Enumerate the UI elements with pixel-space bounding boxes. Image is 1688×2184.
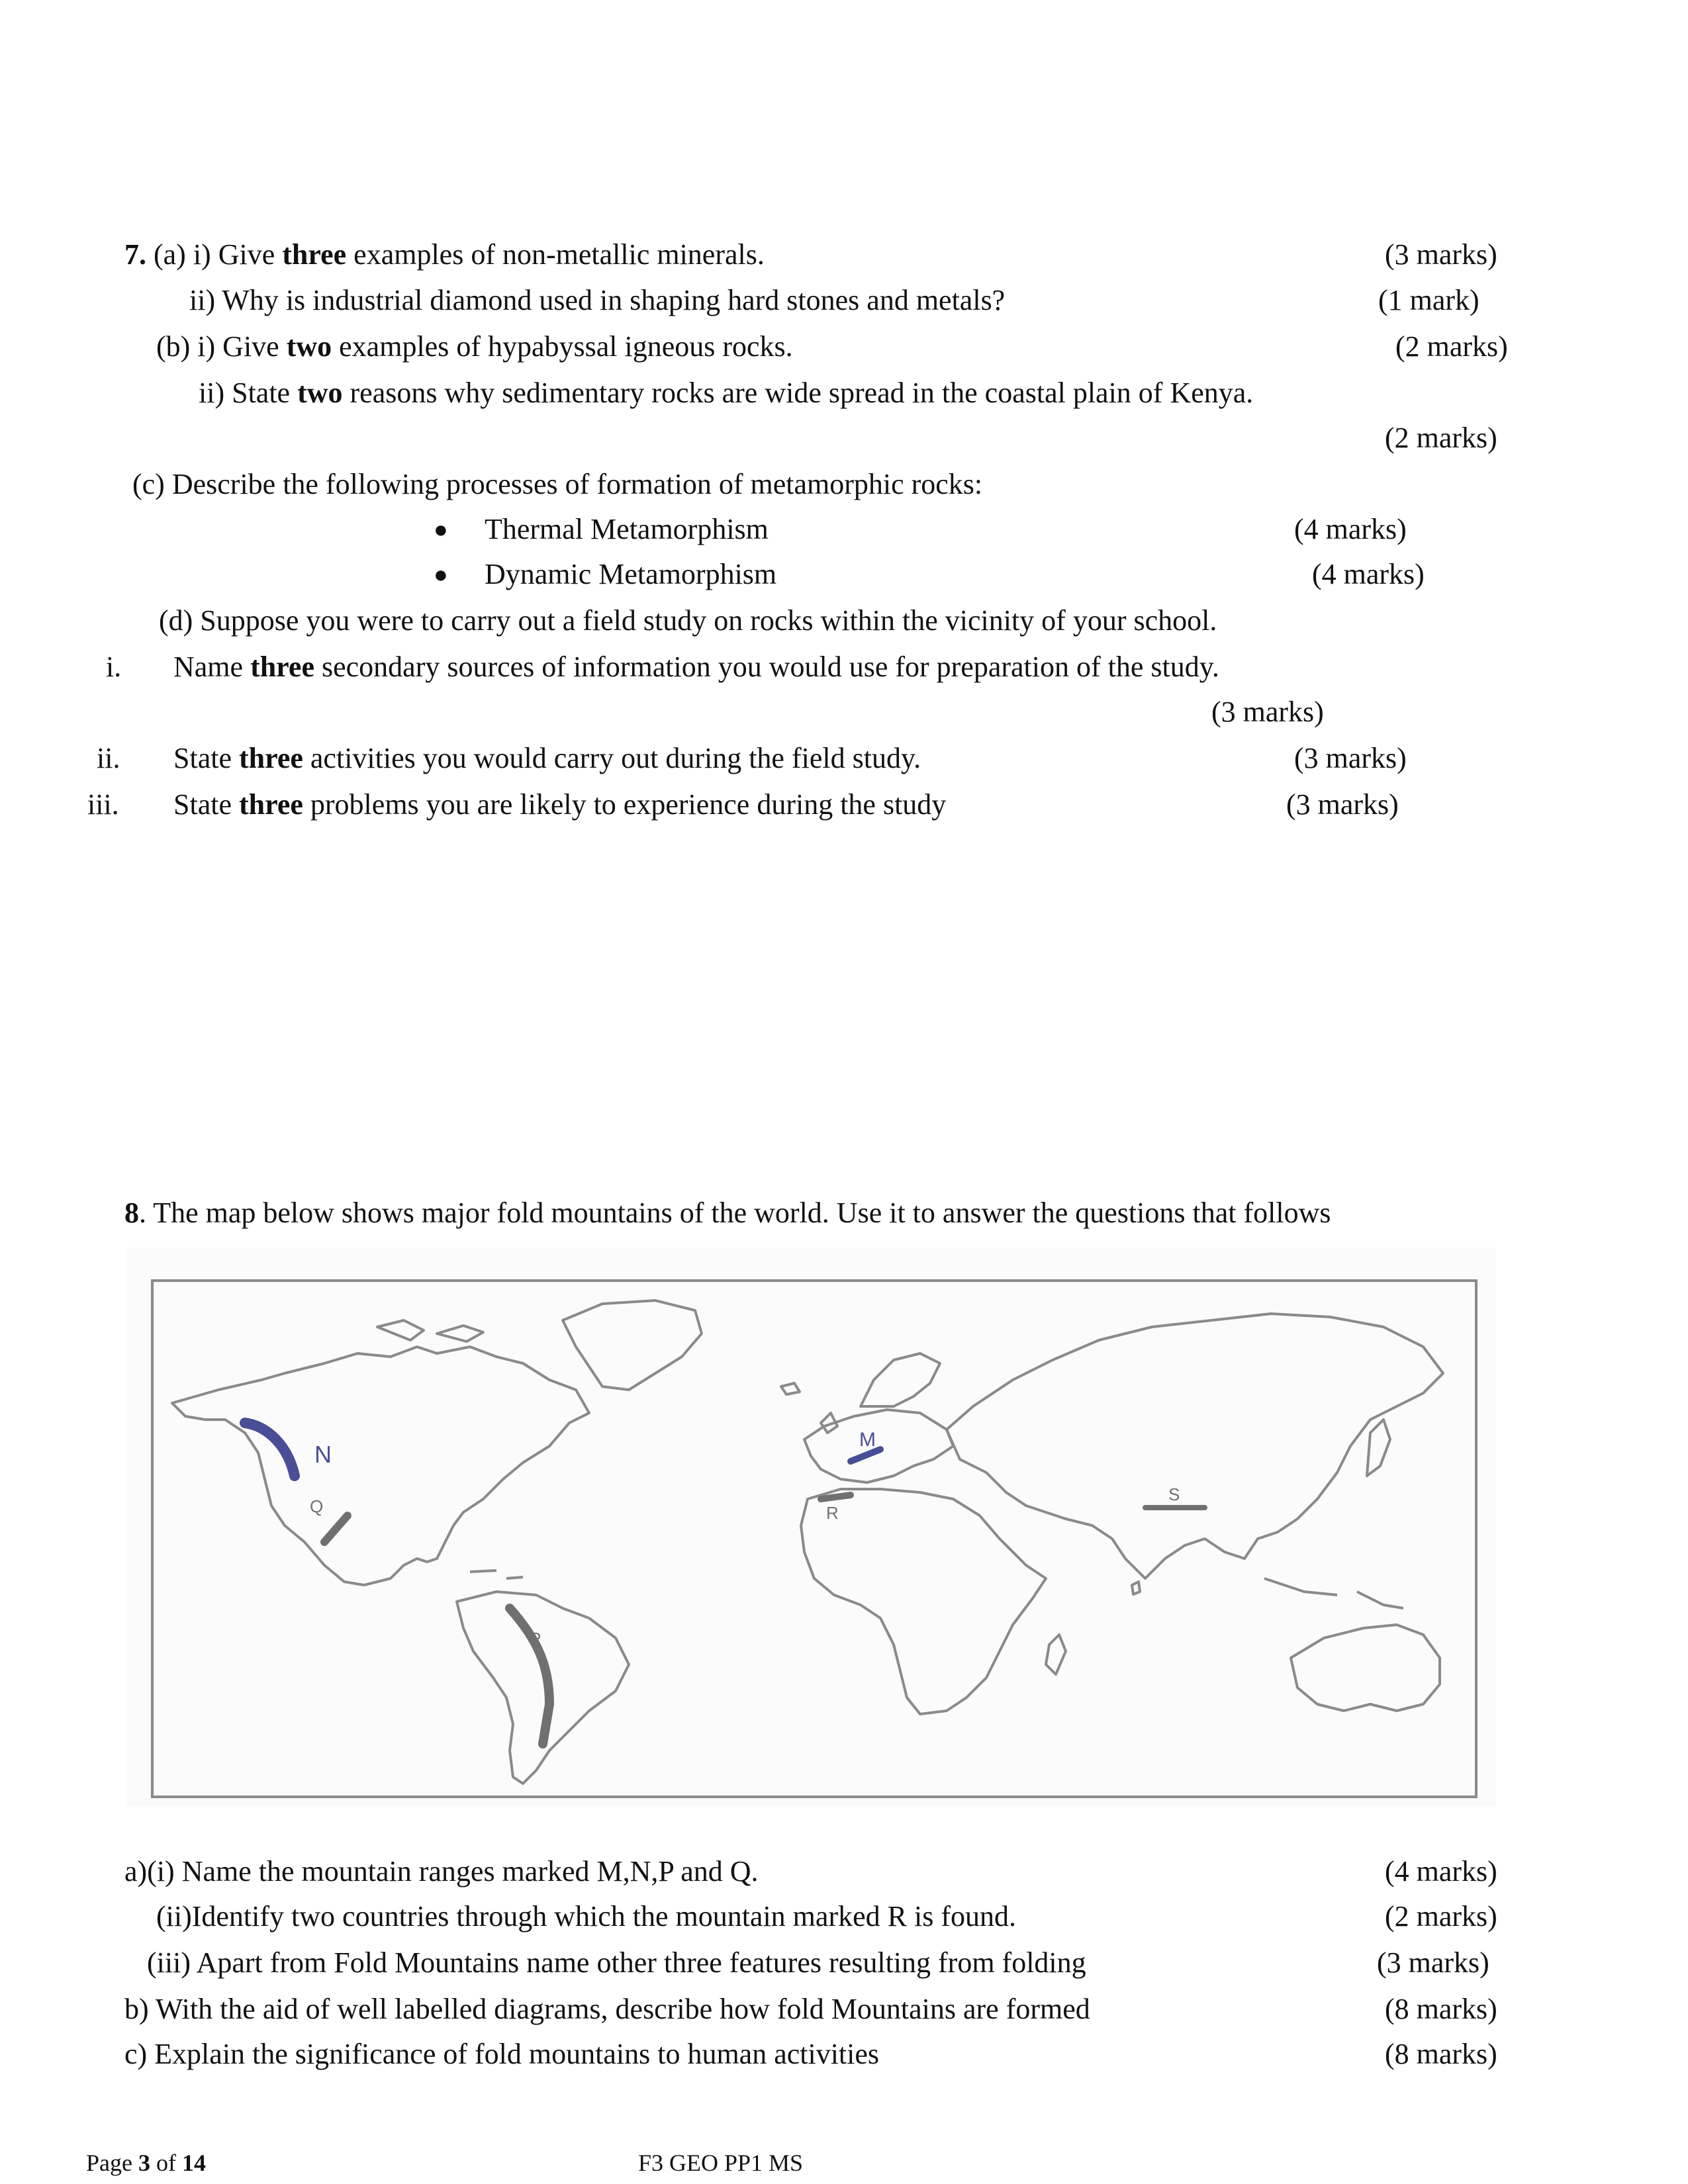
label-q: Q [310,1496,324,1516]
japan-outline [1367,1420,1390,1476]
sri-lanka-outline [1132,1582,1140,1594]
q7-d-item-1-num: i. [106,651,122,683]
document-code: F3 GEO PP1 MS [638,2150,804,2176]
q8-b-marks: (8 marks) [1385,1993,1497,2025]
madagascar-outline [1046,1635,1066,1674]
q7-c-item-2: Dynamic Metamorphism [485,558,777,590]
q7-d-item-1: Name three secondary sources of information you would use for preparation of the study. [173,651,1219,683]
q8-b: b) With the aid of well labelled diagrams, describe how fold Mountains are formed [124,1993,1090,2025]
q7-a-ii: ii) Why is industrial diamond used in shaping hard stones and metals? [189,284,1006,316]
q7-c-item-2-marks: (4 marks) [1312,558,1425,590]
q7-d-item-3-marks: (3 marks) [1286,788,1399,821]
q7-a-ii-marks: (1 mark) [1378,284,1479,316]
bullet-icon: ● [434,561,448,588]
q7-c-item-1-marks: (4 marks) [1294,513,1407,545]
bullet-icon: ● [434,516,448,543]
australia-outline [1291,1625,1440,1711]
q7-number: 7. [124,238,146,271]
q7-a-i-marks: (3 marks) [1385,238,1497,271]
q7-b-i: (b) i) Give two examples of hypabyssal igneous rocks. [156,330,793,363]
continent-outlines [172,1300,1443,1784]
q7-c-item-1: Thermal Metamorphism [485,513,769,545]
q7-b-ii: ii) State two reasons why sedimentary rocks are wide spread in the coastal plain of Kenya. [199,377,1254,409]
q8-a-i: a)(i) Name the mountain ranges marked M,N,P and Q. [124,1855,759,1888]
map-svg [126,1248,1496,1807]
arctic-islands-outline [377,1320,483,1342]
q8-a-ii-marks: (2 marks) [1385,1900,1497,1933]
q7-d-item-3: State three problems you are likely to experience during the study [173,788,947,821]
page-number: Page 3 of 14 [86,2150,206,2176]
label-n: N [314,1441,332,1468]
caribbean-outline [470,1570,523,1578]
q8-intro: 8. The map below shows major fold mountains of the world. Use it to answer the questions that follows [124,1197,1331,1229]
q7-d-item-3-num: iii. [87,788,119,821]
label-p: P [530,1629,541,1649]
q8-a-iii: (iii) Apart from Fold Mountains name other three features resulting from folding [147,1946,1086,1979]
q8-number: 8 [124,1197,139,1229]
range-q [324,1516,348,1542]
q7-d-item-2: State three activities you would carry out during the field study. [173,742,921,774]
europe-outline [804,1410,953,1482]
range-m [851,1449,880,1461]
range-labels [310,1429,1180,1649]
q7-d-item-2-num: ii. [97,742,120,774]
south-america-outline [457,1592,629,1784]
q7-c: (c) Describe the following processes of formation of metamorphic rocks: [132,468,983,500]
q7-d: (d) Suppose you were to carry out a field study on rocks within the vicinity of your school. [159,604,1217,637]
label-s: S [1168,1484,1180,1504]
se-asia-islands-outline [1264,1578,1403,1608]
label-m: M [859,1429,876,1451]
q7-b-i-marks: (2 marks) [1395,330,1508,363]
range-r [821,1495,851,1499]
q8-c-marks: (8 marks) [1385,2038,1497,2070]
q7-a-i: 7. (a) i) Give three examples of non-metallic minerals. [124,238,765,271]
range-n [245,1423,295,1476]
map-border [152,1281,1476,1797]
africa-outline [801,1489,1046,1714]
q7-d-item-2-marks: (3 marks) [1294,742,1407,774]
label-r: R [826,1503,839,1523]
greenland-outline [563,1300,702,1390]
q8-c: c) Explain the significance of fold mountains to human activities [124,2038,880,2070]
world-fold-mountains-map [126,1248,1496,1807]
q7-b-ii-marks: (2 marks) [1385,422,1497,454]
q7-d-item-1-marks: (3 marks) [1211,696,1324,728]
scandinavia-outline [861,1353,940,1406]
q8-a-ii: (ii)Identify two countries through which the mountain marked R is found. [156,1900,1016,1933]
q8-a-iii-marks: (3 marks) [1377,1946,1489,1979]
north-america-outline [172,1347,589,1585]
q8-a-i-marks: (4 marks) [1385,1855,1497,1888]
